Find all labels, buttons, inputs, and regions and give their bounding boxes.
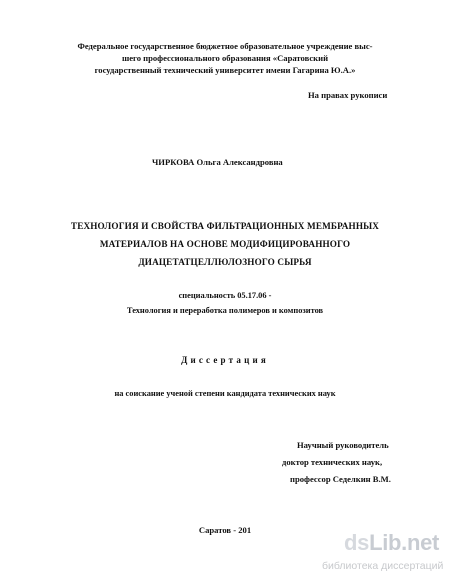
document-type: Диссертация [181,355,269,365]
supervisor-degree: доктор технических наук, [282,457,383,467]
specialty-code: специальность 05.17.06 - [178,291,272,300]
rights-note: На правах рукописи [308,90,388,100]
specialty-name: Технология и переработка полимеров и композитов [126,306,324,315]
institution-line-2: шего профессионального образования «Саратовский [121,53,329,63]
dslib-watermark [322,530,444,574]
institution-line-1: Федеральное государственное бюджетное образовательное учреждение выс- [77,41,373,51]
author-name: ЧИРКОВА Ольга Александровна [152,157,283,167]
supervisor-role: Научный руководитель [297,440,389,450]
city-year: Саратов - 201 [198,525,252,535]
watermark-logo: dsLib.net [344,530,440,555]
watermark-subtitle: библиотека диссертаций [322,560,444,572]
supervisor-name: профессор Седелкин В.М. [290,474,391,484]
title-line-2: МАТЕРИАЛОВ НА ОСНОВЕ МОДИФИЦИРОВАННОГО [99,239,351,249]
title-line-3: ДИАЦЕТАТЦЕЛЛЮЛОЗНОГО СЫРЬЯ [138,257,312,267]
institution-line-3: государственный технический университет имени Гагарина Ю.А.» [94,65,356,75]
degree-line: на соискание ученой степени кандидата технических наук [114,389,336,398]
title-line-1: ТЕХНОЛОГИЯ И СВОЙСТВА ФИЛЬТРАЦИОННЫХ МЕМБРАННЫХ [70,221,380,231]
